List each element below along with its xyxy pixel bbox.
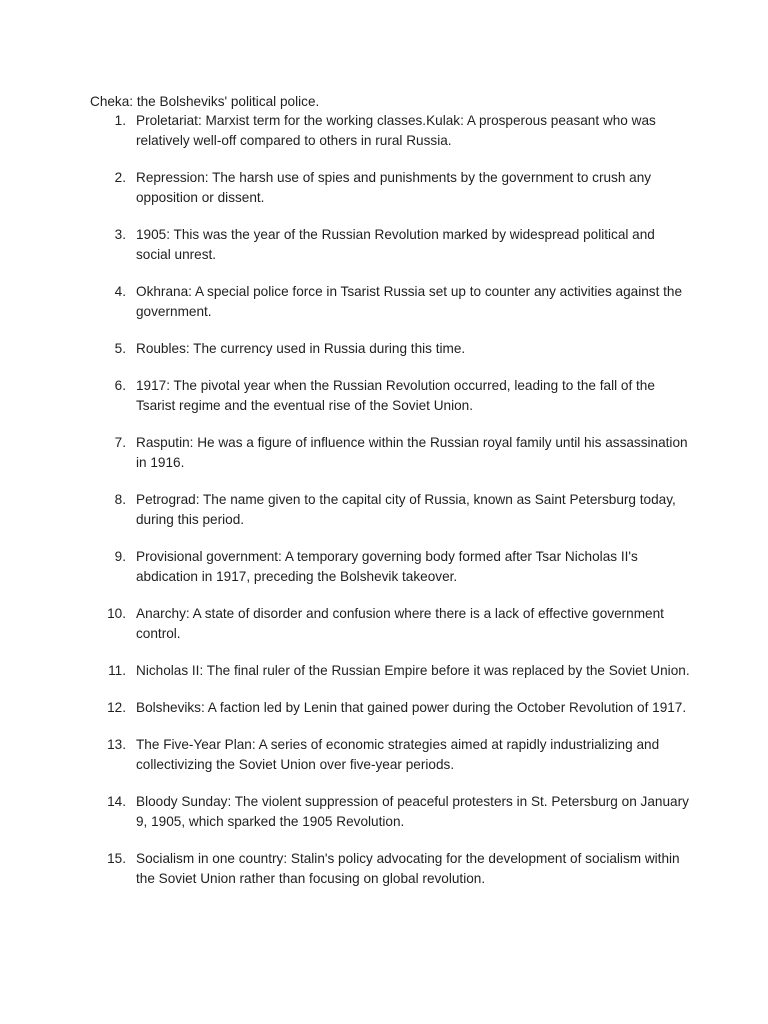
item-text: Roubles: The currency used in Russia during this time. [136, 341, 466, 356]
item-text: Rasputin: He was a figure of influence within the Russian royal family until his assassination in 1916. [136, 435, 688, 470]
item-number: 1. [114, 113, 126, 128]
intro-line: Cheka: the Bolsheviks' political police. [90, 94, 320, 109]
item-number: 13. [107, 737, 126, 752]
list-item [90, 792, 690, 832]
list-item [90, 339, 690, 359]
list-item [90, 433, 690, 473]
item-text: Provisional government: A temporary governing body formed after Tsar Nicholas II's abdication in 1917, preceding the Bolshevik takeover. [136, 549, 638, 584]
item-text: Proletariat: Marxist term for the working classes.Kulak: A prosperous peasant who was relatively well-off compared to others in rural Russia. [136, 113, 656, 148]
list-item [90, 547, 690, 587]
item-text: 1917: The pivotal year when the Russian Revolution occurred, leading to the fall of the Tsarist regime and the eventual rise of the Soviet Union. [136, 378, 655, 413]
item-text: Socialism in one country: Stalin's policy advocating for the development of socialism within the Soviet Union rather than focusing on global revolution. [136, 851, 680, 886]
item-number: 11. [108, 663, 126, 678]
item-text: Petrograd: The name given to the capital city of Russia, known as Saint Petersburg today, during this period. [136, 492, 676, 527]
item-number: 4. [114, 284, 126, 299]
list-item [90, 698, 690, 718]
list-item [90, 168, 690, 208]
item-number: 5. [114, 341, 126, 356]
item-number: 14. [107, 794, 126, 809]
item-number: 10. [107, 606, 126, 621]
list-item [90, 225, 690, 265]
item-text: Bloody Sunday: The violent suppression of peaceful protesters in St. Petersburg on January 9, 1905, which sparked the 1905 Revolution. [136, 794, 689, 829]
item-text: Nicholas II: The final ruler of the Russian Empire before it was replaced by the Soviet Union. [136, 663, 690, 678]
list-item [90, 376, 690, 416]
list-item [90, 661, 690, 681]
list-item [90, 849, 690, 889]
list-item [90, 282, 690, 322]
item-text: Repression: The harsh use of spies and punishments by the government to crush any opposition or dissent. [136, 170, 652, 205]
item-text: 1905: This was the year of the Russian Revolution marked by widespread political and social unrest. [136, 227, 655, 262]
item-number: 9. [114, 549, 126, 564]
item-text: Anarchy: A state of disorder and confusion where there is a lack of effective government control. [136, 606, 664, 641]
item-text: Okhrana: A special police force in Tsarist Russia set up to counter any activities against the government. [136, 284, 683, 319]
list-item [90, 604, 690, 644]
item-number: 12. [107, 700, 126, 715]
item-text: The Five-Year Plan: A series of economic strategies aimed at rapidly industrializing and collectivizing the Soviet Union over five-year periods. [136, 737, 660, 772]
list-item [90, 490, 690, 530]
item-text: Bolsheviks: A faction led by Lenin that gained power during the October Revolution of 1917. [136, 700, 687, 715]
item-number: 2. [114, 170, 126, 185]
list-item [90, 111, 690, 151]
item-number: 7. [114, 435, 126, 450]
item-number: 15. [107, 851, 126, 866]
item-number: 3. [114, 227, 126, 242]
list-item [90, 735, 690, 775]
glossary-list [90, 111, 690, 906]
item-number: 6. [114, 378, 126, 393]
item-number: 8. [114, 492, 126, 507]
